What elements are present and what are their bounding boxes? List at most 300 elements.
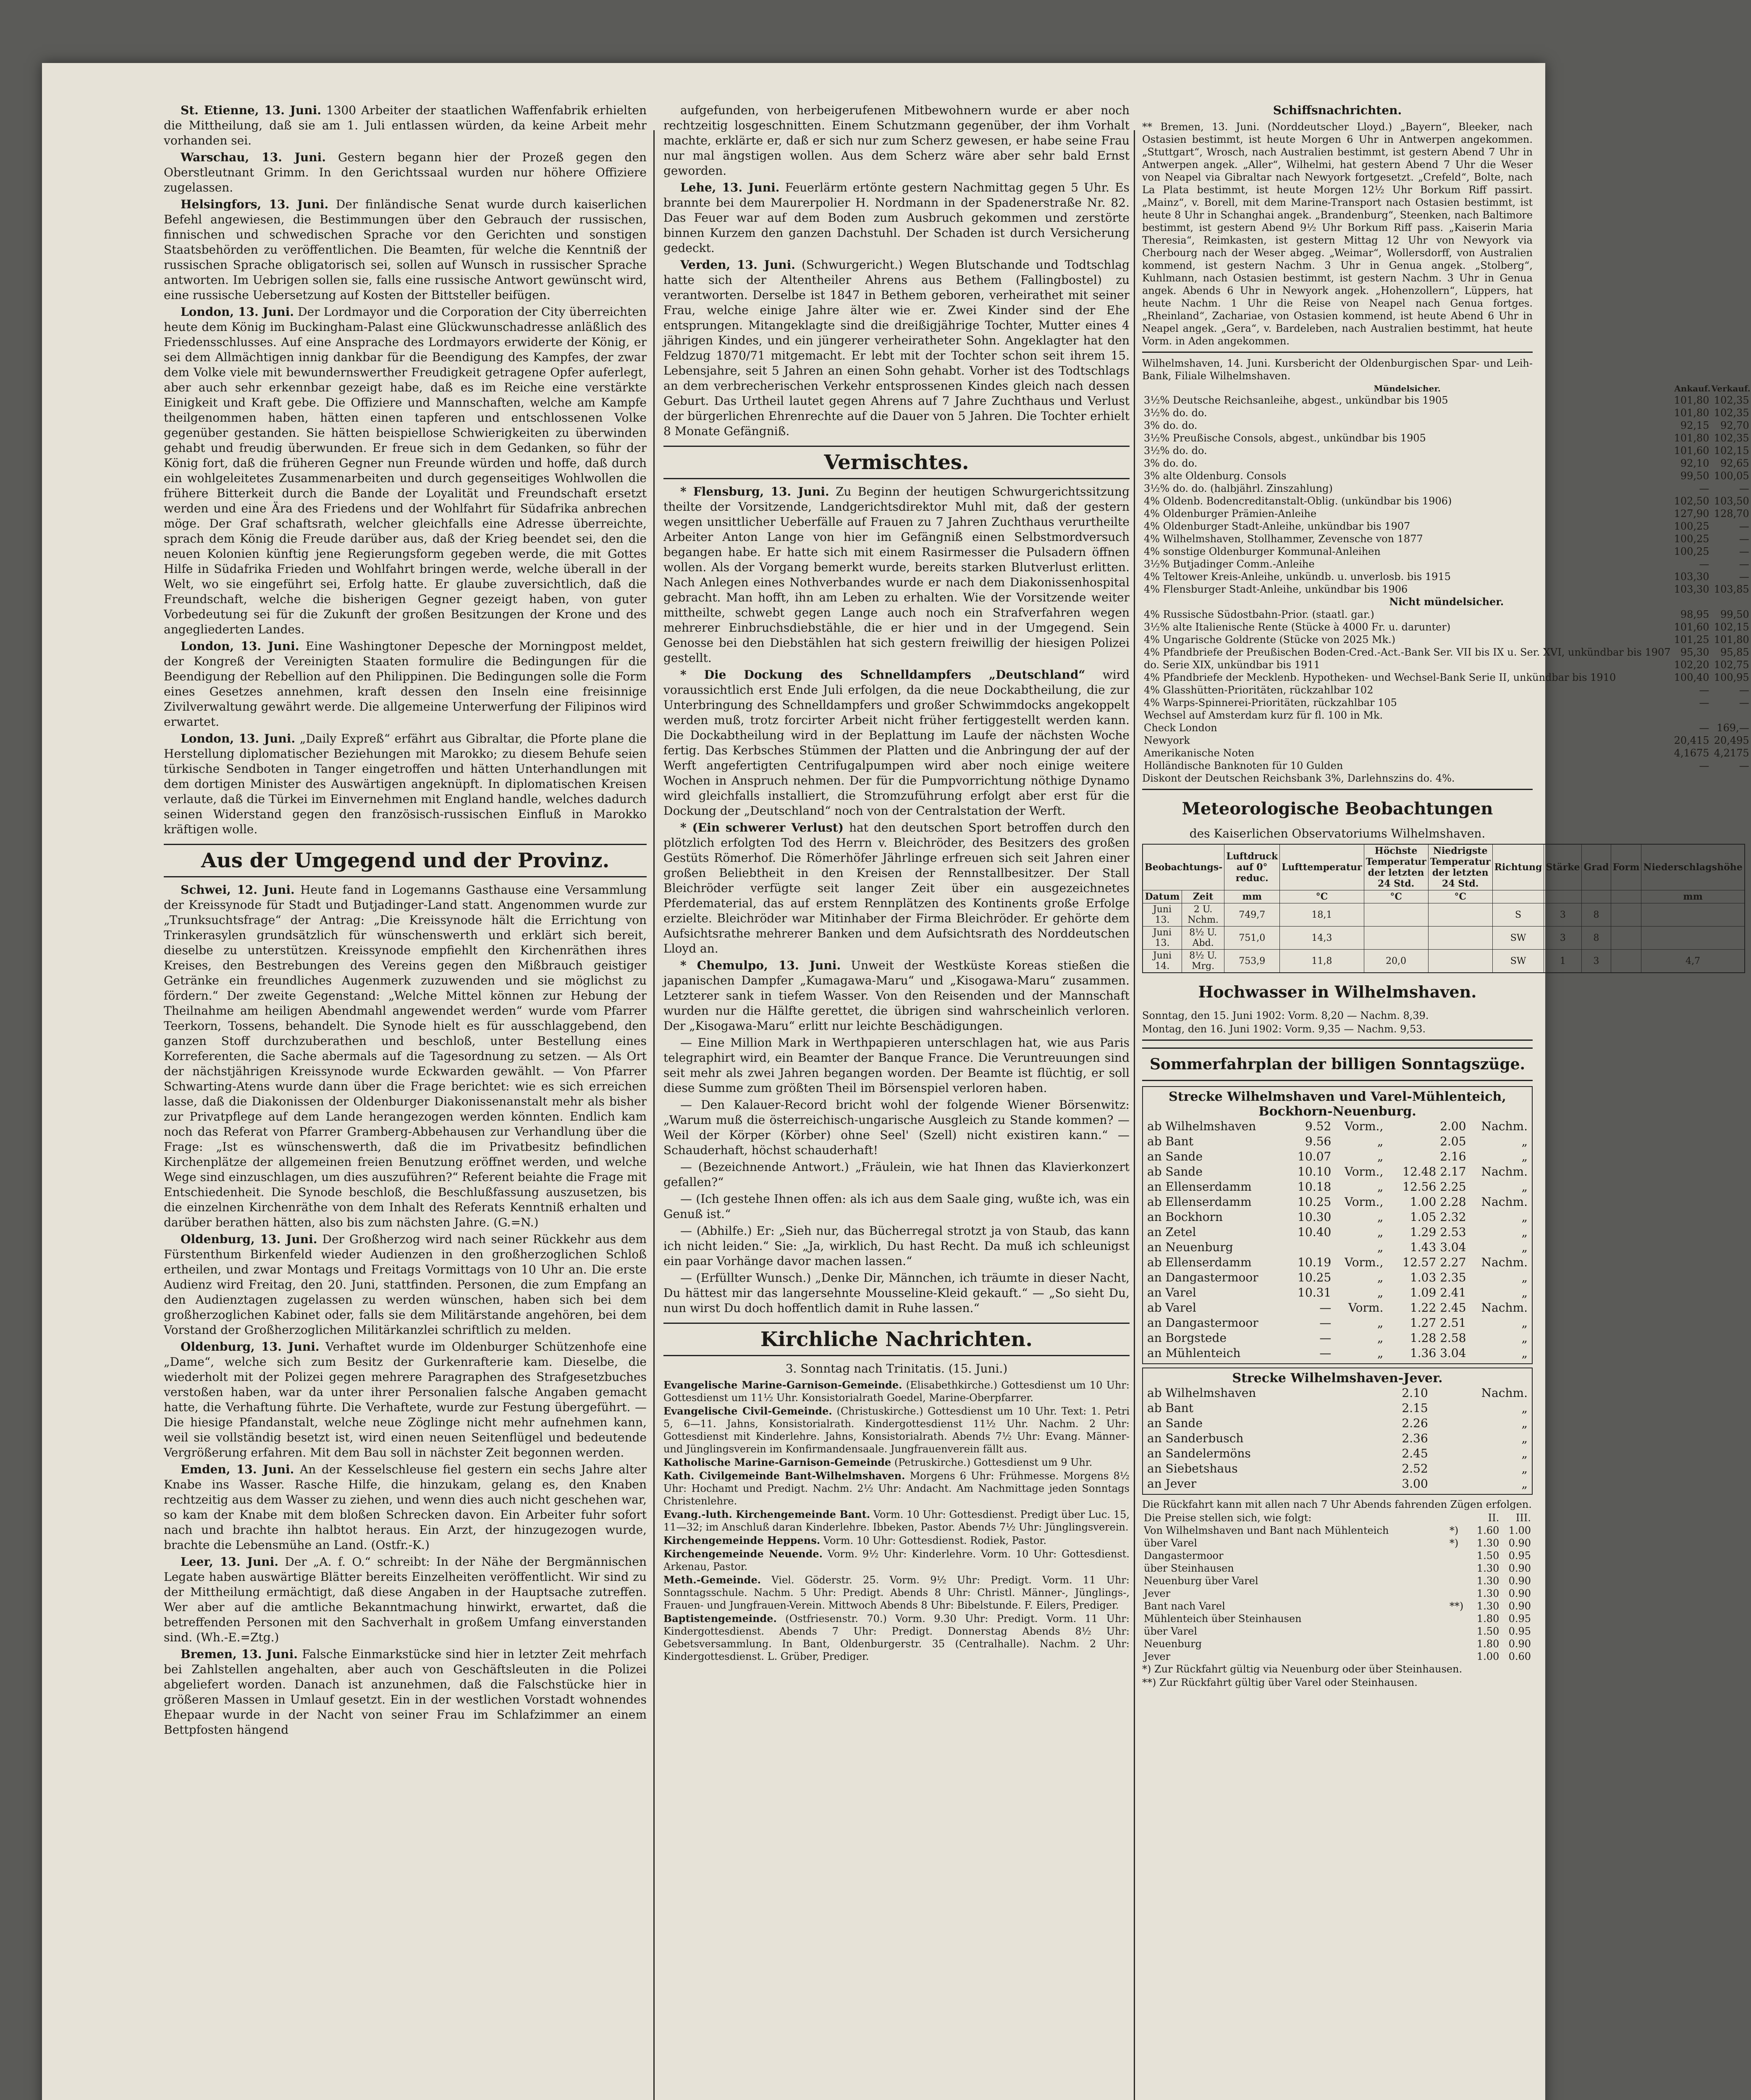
price-cell: über Varel [1144, 1625, 1197, 1637]
meteo-header: Form [1611, 844, 1641, 890]
meteo-header-row [1143, 844, 1745, 890]
schedule-cell: 10.18 [1298, 1180, 1332, 1194]
meteo-cell: 2 U. Nchm. [1182, 903, 1224, 927]
rate-row [1142, 696, 1751, 709]
rate-row [1142, 470, 1751, 482]
rate-ankauf: — [1699, 697, 1709, 709]
rate-row [1142, 520, 1751, 533]
price-cell: 0.90 [1508, 1600, 1531, 1612]
schedule-cell: 3.00 [1402, 1477, 1428, 1491]
meteo-cell [1428, 927, 1492, 950]
meteo-cell [1641, 903, 1745, 927]
meteo-cell: 14,3 [1280, 927, 1364, 950]
schedule-cell: Vorm., [1345, 1255, 1384, 1269]
article-dateline: Warschau, 13. Juni. [181, 150, 326, 164]
rate-ankauf: — [1699, 684, 1709, 696]
article-text: — (Ich gestehe Ihnen offen: als ich aus dem Saale ging, wußte ich, was ein Genuß ist.“ [663, 1192, 1130, 1221]
rate-ankauf: 101,25 [1674, 634, 1709, 646]
article-paragraph [663, 180, 1130, 256]
rate-ankauf: 101,60 [1674, 445, 1709, 457]
schedule-cell: „ [1377, 1150, 1384, 1163]
rate-verkauf: 102,35 [1714, 407, 1749, 419]
rate-row [1142, 457, 1751, 470]
meteo-header: Richtung [1492, 844, 1544, 890]
schedule-row [1145, 1461, 1529, 1476]
price-cell: 0.95 [1508, 1550, 1531, 1562]
rate-ankauf: 101,80 [1674, 394, 1709, 406]
article-dateline: * (Ein schwerer Verlust) [680, 821, 844, 835]
rate-name: 4% sonstige Oldenburger Kommunal-Anleihen [1144, 546, 1381, 557]
rate-ankauf: 100,40 [1674, 672, 1709, 683]
rates-title: Wilhelmshaven, 14. Juni. Kursbericht der Oldenburgischen Spar- und Leih-Bank, Filiale Wilhelmshaven. [1142, 357, 1533, 382]
schedule-cell: — [1319, 1301, 1332, 1315]
meteo-cell: 8 [1582, 903, 1611, 927]
article-text: Verhaftet wurde im Oldenburger Schützenhofe eine „Dame“, welche sich zum Besitz der Gurkenrafterie kam. Dieselbe, die wiederholt mit der Polizei gegen mehrere Paragraphen des Strafgesetzbuches verstoßen haben, war da unter ihrer Personalien falsche Angaben gemacht hatte, die Verhaftung führte. Die Verhaftete, wurde zur Festung übergeführt. — Die hiesige Pfandanstalt, welche neue Zöglinge nicht mehr aufnehmen kann, weil sie vollständig besetzt ist, wird einen neuen Seitenflügel und bedeutende Vergrößerung erfahren. Mit dem Bau soll in nächster Zeit begonnen werden. [164, 1340, 647, 1460]
price-cell [1448, 1612, 1469, 1625]
schedule-cell: 2.16 [1440, 1150, 1466, 1163]
church-name: Evangelische Civil-Gemeinde. [663, 1405, 832, 1417]
meteo-cell [1428, 950, 1492, 973]
tide-title: Hochwasser in Wilhelmshaven. [1198, 982, 1477, 1001]
meteo-unit [1492, 890, 1544, 903]
church-text: (Elisabethkirche.) Gottesdienst um 10 Uhr: Gottesdienst um 11½ Uhr. Konsistorialrath Goedel, Marine-Oberpfarrer. [663, 1379, 1130, 1404]
rate-row [1142, 621, 1751, 633]
rate-name: 3% alte Oldenburg. Consols [1144, 470, 1287, 482]
route-1-box [1142, 1086, 1533, 1364]
schedule-cell: Nachm. [1481, 1386, 1528, 1400]
schedule-row [1145, 1270, 1529, 1285]
schedule-row [1145, 1416, 1529, 1431]
rate-row [1142, 722, 1751, 734]
rate-verkauf: 103,50 [1714, 495, 1749, 507]
schedule-cell: — [1319, 1316, 1332, 1330]
price-row [1142, 1587, 1533, 1600]
schedule-cell: „ [1377, 1270, 1384, 1284]
schedule-cell: „ [1377, 1346, 1384, 1360]
schedule-cell: 12.48 2.17 [1402, 1165, 1466, 1179]
price-cell: 1.30 [1476, 1562, 1499, 1574]
rate-name: 4% Oldenburger Prämien-Anleihe [1144, 508, 1317, 520]
meteo-cell: 3 [1544, 903, 1582, 927]
meteo-cell: 18,1 [1280, 903, 1364, 927]
price-cell: Jever [1144, 1651, 1171, 1662]
church-name: Meth.-Gemeinde. [663, 1574, 761, 1586]
rate-verkauf: 101,80 [1714, 634, 1749, 646]
article-paragraph [164, 1647, 647, 1738]
schedule-row [1145, 1331, 1529, 1346]
rate-verkauf: — [1739, 760, 1749, 772]
article-dateline: London, 13. Juni. [181, 639, 299, 653]
divider [1142, 1040, 1533, 1041]
schedule-cell: 10.07 [1298, 1150, 1332, 1163]
schedule-cell: 1.36 3.04 [1410, 1346, 1466, 1360]
meteo-cell: 751,0 [1224, 927, 1280, 950]
rate-ankauf: 101,80 [1674, 407, 1709, 419]
price-cell: 0.60 [1508, 1651, 1531, 1662]
rate-name: 3½% do. do. [1144, 445, 1207, 457]
schedule-cell: 10.40 [1298, 1225, 1332, 1239]
price-row [1142, 1537, 1533, 1549]
meteo-cell: SW [1492, 927, 1544, 950]
route-1-table [1145, 1119, 1529, 1361]
meteo-cell [1364, 927, 1428, 950]
rate-ankauf: 103,30 [1674, 571, 1709, 583]
schedule-cell: an Bockhorn [1147, 1210, 1223, 1224]
exchange-title: Wechsel auf Amsterdam kurz für fl. 100 in Mk. [1144, 709, 1383, 721]
article-paragraph [663, 667, 1130, 819]
meteo-unit: °C [1364, 890, 1428, 903]
schedule-cell: 1.28 2.58 [1410, 1331, 1466, 1345]
section-heading-vermischtes: Vermischtes. [663, 446, 1130, 479]
route-2-box [1142, 1368, 1533, 1495]
meteo-header: Lufttemperatur [1280, 844, 1364, 890]
meteo-cell: S [1492, 903, 1544, 927]
church-name: Baptistengemeinde. [663, 1612, 777, 1625]
meteo-table [1142, 844, 1745, 973]
article-paragraph [164, 304, 647, 637]
schedule-cell: ab Ellenserdamm [1147, 1195, 1252, 1209]
schedule-cell [1287, 1240, 1333, 1255]
schedule-cell: 1.03 2.35 [1410, 1270, 1466, 1284]
schedule-cell: ab Sande [1147, 1165, 1203, 1179]
schedule-cell: ab Wilhelmshaven [1147, 1119, 1256, 1133]
rate-name: 3½% do. do. (halbjährl. Zinszahlung) [1144, 483, 1333, 494]
price-row [1142, 1625, 1533, 1638]
meteo-cell [1428, 903, 1492, 927]
rate-row [1142, 659, 1751, 671]
meteo-cell: Juni 13. [1143, 927, 1182, 950]
rate-verkauf: 103,85 [1714, 583, 1749, 595]
rate-ankauf: — [1699, 722, 1709, 734]
rate-name: 4% Teltower Kreis-Anleihe, unkündb. u. unverlosb. bis 1915 [1144, 571, 1451, 583]
price-cell: über Steinhausen [1144, 1562, 1234, 1574]
rate-name: 3½% Deutsche Reichsanleihe, abgest., unkündbar bis 1905 [1144, 394, 1448, 406]
schedule-row [1145, 1149, 1529, 1164]
schedule-cell: Nachm. [1481, 1165, 1528, 1179]
schedule-cell: ab Wilhelmshaven [1147, 1386, 1256, 1400]
price-cell: Jever [1144, 1588, 1171, 1599]
rate-ankauf: 102,50 [1674, 495, 1709, 507]
rate-ankauf: 4,1675 [1674, 747, 1709, 759]
rate-verkauf: 102,15 [1714, 621, 1749, 633]
schedule-cell: 12.56 2.25 [1402, 1180, 1466, 1194]
price-cell: 0.90 [1508, 1575, 1531, 1587]
article-paragraph [164, 731, 647, 837]
schedule-row [1145, 1346, 1529, 1361]
price-cell [1448, 1625, 1469, 1638]
meteo-unit: °C [1428, 890, 1492, 903]
article-dateline: Lehe, 13. Juni. [680, 181, 780, 194]
discount-note: Diskont der Deutschen Reichsbank 3%, Darlehnszins do. 4%. [1142, 772, 1455, 784]
schedule-cell: 10.19 [1298, 1255, 1332, 1269]
price-row [1142, 1650, 1533, 1663]
price-cell: 1.00 [1476, 1651, 1499, 1662]
schedule-row [1145, 1446, 1529, 1461]
article-text: „Daily Expreß“ erfährt aus Gibraltar, die Pforte plane die Herstellung diplomatischer Beziehungen mit Marokko; zu diesem Behufe seien türkische Sendboten in Tanger eingetroffen und hätten Unterhandlungen mit dem dortigen Minister des Auswärtigen angeknüpft. In diplomatischen Kreisen verlaute, daß die Türkei im Einvernehmen mit England handle, welches dadurch seinen Widerstand gegen den französisch-russischen Einfluß in Marokko kräftigen wolle. [164, 732, 647, 836]
schedule-cell: Vorm., [1345, 1165, 1384, 1179]
rate-name: 4% Warps-Spinnerei-Prioritäten, rückzahlbar 105 [1144, 697, 1397, 709]
article-dateline: * Flensburg, 13. Juni. [680, 485, 829, 499]
price-row [1142, 1524, 1533, 1537]
article-paragraph [164, 1554, 647, 1645]
schedule-cell: „ [1377, 1240, 1384, 1254]
rate-ankauf: 101,60 [1674, 621, 1709, 633]
rate-name: 4% Flensburger Stadt-Anleihe, unkündbar bis 1906 [1144, 583, 1408, 595]
article-paragraph [663, 1192, 1130, 1222]
article-text: An der Kesselschleuse fiel gestern ein sechs Jahre alter Knabe ins Wasser. Rasche Hilfe, die hinzukam, gelang es, den Knaben rechtzeitig aus dem Wasser zu ziehen, und wenn dies auch nicht geschehen war, so kam der Knabe mit dem bloßen Schrecken davon. Ein Arbeiter fuhr sofort nach und brachte ihn halbtot heraus. Ein Arzt, der hinzugezogen wurde, brachte die Lebensmühe an Land. (Ostfr.-K.) [164, 1462, 647, 1552]
article-text: Der finländische Senat wurde durch kaiserlichen Befehl angewiesen, die Bestimmungen über den Gebrauch der russischen, finnischen und schwedischen Sprache vor den Gerichten und sonstigen Staatsbehörden zu veröffentlichen. Die Beamten, für welche die Kenntniß der russischen Sprache obligatorisch sei, sollen auf Wunsch in russischer Sprache antworten. Im Uebrigen sollen sie, falls eine russische Antwort gewünscht wird, eine russische Uebersetzung auf Kosten der Bittsteller beifügen. [164, 197, 647, 302]
schedule-cell: 2.52 [1402, 1462, 1428, 1475]
rate-row [1142, 759, 1751, 772]
price-cell: Bant nach Varel [1144, 1600, 1225, 1612]
ship-news-title: Schiffsnachrichten. [1273, 103, 1402, 117]
schedule-cell: „ [1521, 1240, 1528, 1254]
schedule-cell: 1.29 2.53 [1410, 1225, 1466, 1239]
meteo-header: Luftdruck auf 0° reduc. [1224, 844, 1280, 890]
schedule-row [1145, 1134, 1529, 1149]
article-dateline: London, 13. Juni. [181, 305, 294, 319]
rate-name: Newyork [1144, 735, 1190, 746]
article-dateline: * Die Dockung des Schnelldampfers „Deutschland“ [680, 668, 1085, 682]
tide-line: Montag, den 16. Juni 1902: Vorm. 9,35 — Nachm. 9,53. [1142, 1023, 1426, 1035]
schedule-cell: an Mühlenteich [1147, 1346, 1241, 1360]
meteo-header: Grad [1582, 844, 1611, 890]
rate-name: Amerikanische Noten [1144, 747, 1255, 759]
rate-row [1142, 671, 1751, 684]
church-entry [663, 1534, 1130, 1547]
price-cell [1448, 1638, 1469, 1650]
rate-verkauf: 4,2175 [1714, 747, 1749, 759]
schedule-cell: ab Ellenserdamm [1147, 1255, 1252, 1269]
price-row [1142, 1575, 1533, 1587]
schedule-cell: „ [1377, 1331, 1384, 1345]
rate-verkauf: 92,65 [1720, 457, 1749, 469]
church-entry [663, 1508, 1130, 1533]
meteo-unit: mm [1641, 890, 1745, 903]
schedule-cell: 2.26 [1402, 1416, 1428, 1430]
price-row [1142, 1549, 1533, 1562]
article-paragraph [663, 1097, 1130, 1158]
price-cell: 0.90 [1508, 1562, 1531, 1574]
article-paragraph [164, 103, 647, 148]
schedule-cell: Vorm., [1345, 1119, 1384, 1133]
article-paragraph [663, 103, 1130, 178]
rate-name: 4% Oldenburger Stadt-Anleihe, unkündbar bis 1907 [1144, 520, 1410, 532]
rate-ankauf: 95,30 [1680, 646, 1709, 658]
schedule-cell: „ [1377, 1180, 1384, 1194]
church-text: Vorm. 10 Uhr: Gottesdienst. Predigt über Luc. 15, 11—32; im Anschluß daran Kinderlehre. Ibbeken, Pastor. Abends 7½ Uhr: Jünglingsverein. [663, 1509, 1130, 1533]
schedule-cell: 1.22 2.45 [1410, 1301, 1466, 1315]
schedule-row [1145, 1240, 1529, 1255]
rate-row [1142, 444, 1751, 457]
church-text: Viel. Göderstr. 25. Vorm. 9½ Uhr: Predigt. Vorm. 11 Uhr: Sonntagsschule. Nachm. 5 Uhr: Predigt. Abends 8 Uhr: Christl. Männer-, Jünglings-, Frauen- und Jungfrauen-Verein. Mittwoch Abends 8 Uhr: Bibelstunde. F. Eilers, Prediger. [663, 1574, 1130, 1611]
price-cell: *) [1449, 1537, 1459, 1549]
column-1 [164, 103, 647, 2100]
rates-table [1142, 383, 1751, 772]
rate-name: do. Serie XIX, unkündbar bis 1911 [1144, 659, 1320, 671]
rate-ankauf: 92,15 [1680, 420, 1709, 431]
rate-ankauf: 100,25 [1674, 520, 1709, 532]
schedule-cell: ab Bant [1147, 1401, 1194, 1415]
schedule-cell: „ [1521, 1150, 1528, 1163]
article-text: Der Großherzog wird nach seiner Rückkehr aus dem Fürstenthum Birkenfeld wieder Audienzen in den großherzoglichen Schloß ertheilen, und zwar Montags und Freitags Vormittags von 10 Uhr an. Die erste Audienz wird Freitag, den 20. Juni, stattfinden. Personen, die zum Empfang an den Audienztagen zugelassen zu werden wünschen, haben sich bei dem großherzoglichen Kabinet oder, falls sie dem Militärstande angehören, bei dem Vorstand der Großherzoglichen Militärkanzlei schriftlich zu melden. [164, 1232, 647, 1337]
schedule-cell: „ [1521, 1270, 1528, 1284]
schedule-cell: „ [1377, 1225, 1384, 1239]
schedule-row [1145, 1179, 1529, 1194]
article-text: (Schwurgericht.) Wegen Blutschande und Todtschlag hatte sich der Altentheiler Ahrens aus Bethem (Fallingbostel) zu verantworten. Derselbe ist 1847 in Bethem geboren, verheirathet mit seiner Frau, welche einige Jahre älter wie er. Zwei Kinder sind der Ehe entsprungen. Mitangeklagte sind die dreißigjährige Tochter, Mutter eines 4 jährigen Kindes, und ein jüngerer verheiratheter Sohn. Angeklagter hat den Feldzug 1870/71 mitgemacht. Er lebt mit der Tochter schon seit ihrem 15. Lebensjahre, seit 5 Jahren an einen Sohn gehabt. Vorher ist des Todtschlags an dem verbrecherischen Verkehr entsprossenen Kindes gleich nach dessen Geburt. Das Urtheil lautet gegen Ahrens auf 7 Jahre Zuchthaus und Verlust der bürgerlichen Ehrenrechte auf die Dauer von 5 Jahren. Die Tochter erhielt 8 Monate Gefängniß. [663, 258, 1130, 438]
meteo-header: Höchste Temperatur der letzten 24 Std. [1364, 844, 1428, 890]
meteo-cell: 3 [1544, 927, 1582, 950]
rate-row [1142, 507, 1751, 520]
schedule-cell: 9.56 [1305, 1134, 1332, 1148]
rate-row [1142, 432, 1751, 444]
rate-row [1142, 407, 1751, 419]
schedule-cell: an Sande [1147, 1416, 1203, 1430]
schedule-cell: 2.45 [1402, 1446, 1428, 1460]
price-cell: 0.95 [1508, 1613, 1531, 1625]
price-cell: Neuenburg über Varel [1144, 1575, 1258, 1587]
rate-name: 3½% Butjadinger Comm.-Anleihe [1144, 558, 1315, 570]
schedule-cell: 12.57 2.27 [1402, 1255, 1466, 1269]
article-text: Falsche Einmarkstücke sind hier in letzter Zeit mehrfach bei Zahlstellen angehalten, aber auch von Geschäftsleuten in die Polizei abgeliefert worden. Danach ist anzunehmen, daß die Falschstücke hier in größeren Massen in Umlauf gesetzt. Ein in der westlichen Vorstadt wohnendes Ehepaar wurde in der Nacht von seiner Frau im Schlafzimmer an einem Bettpfosten hängend [164, 1647, 647, 1737]
rate-ankauf: 99,50 [1680, 470, 1709, 482]
article-text: Unweit der Westküste Koreas stießen die japanischen Dampfer „Kumagawa-Maru“ und „Kisogawa-Maru“ zusammen. Letzterer sank in tiefem Wasser. Von den Reisenden und der Mannschaft wurden nur die Hälfte gerettet, die übrigen sind wahrscheinlich verloren. Der „Kisogawa-Maru“ erlitt nur leichte Beschädigungen. [663, 958, 1130, 1033]
rate-verkauf: 102,15 [1714, 445, 1749, 457]
article-paragraph [663, 958, 1130, 1034]
rate-row [1142, 608, 1751, 621]
rate-ankauf: 100,25 [1674, 546, 1709, 557]
rate-ankauf: 98,95 [1680, 609, 1709, 620]
rate-verkauf: 100,05 [1714, 470, 1749, 482]
meteo-header: Stärke [1544, 844, 1582, 890]
price-cell: Neuenburg [1144, 1638, 1202, 1650]
schedule-cell: 2.05 [1440, 1134, 1466, 1148]
schedule-cell: 1.09 2.41 [1410, 1286, 1466, 1299]
rate-verkauf: — [1739, 546, 1749, 557]
church-name: Evang.-luth. Kirchengemeinde Bant. [663, 1508, 870, 1520]
article-dateline: Verden, 13. Juni. [680, 258, 796, 272]
church-subtitle: 3. Sonntag nach Trinitatis. (15. Juni.) [785, 1362, 1008, 1376]
article-text: Heute fand in Logemanns Gasthause eine Versammlung der Kreissynode für Stadt und Butjadinger-Land statt. Angenommen wurde zur „Trunksuchtsfrage“ der Antrag: „Die Kreissynode hält die Errichtung von Trinkerasylen grundsätzlich für wünschenswerth und erklärt sich bereit, dieselbe zu unterstützen. Kreissynode empfiehlt den Kirchenräthen ihres Kreises, den Bestrebungen des Vereins gegen den Mißbrauch geistiger Getränke ein freundliches Augenmerk zuzuwenden und sie möglichst zu fördern.“ Der zweite Gegenstand: „Welche Mittel können zur Hebung der Theilnahme am heiligen Abendmahl angewendet werden“ wurde vom Pfarrer Teerkorn, Tossens, behandelt. Die Synode hielt es für ausschlaggebend, den ganzen Stoff durchzuberathen und beschloß, unter Bestellung eines Korreferenten, die Sache abermals auf die Tagesordnung zu setzen. — Als Ort der nächstjährigen Kreissynode wurde Eckwarden gewählt. — Von Pfarrer Schwarting-Atens wurde dann über die Frage berichtet: wie es sich erreichen lasse, daß die Diakonissen der Oldenburger Diakonissenanstalt mehr als bisher zur Privatpflege auf dem Lande herangezogen werden könnten. Endlich kam noch das Referat von Pfarrer Gramberg-Abbehausen zur Verhandlung über die Frage: „Ist es wünschenswerth, daß die im Privatbesitz befindlichen Kirchenplätze der allgemeinen freien Benutzung eröffnet werden, und welche Wege sind einzuschlagen, um dies auszuführen?“ Referent beiahte die Frage mit Entschiedenheit. Die Synode beschloß, die Beschlußfassung auszusetzen, bis die einzelnen Kirchenräthe von dem Inhalt des Referats Kenntniß erhalten und darüber berathen hätten, also bis zum nächsten Jahre. (G.=N.) [164, 883, 647, 1229]
rates-subtitle: Mündelsicher. [1374, 383, 1441, 394]
price-cell: Dangastermoor [1144, 1550, 1224, 1562]
price-cell: 1.50 [1476, 1625, 1499, 1637]
schedule-row [1145, 1164, 1529, 1179]
article-text: Eine Washingtoner Depesche der Morningpost meldet, der Kongreß der Vereinigten Staaten formulire die Bedingungen für die Beendigung der Rebellion auf den Philippinen. Die Bedingungen solle die Form eines Gesetzes annehmen, kraft dessen den Inseln eine freisinnige Zivilverwaltung gewährt werde. Die allgemeine Unterwerfung der Filipinos wird erwartet. [164, 639, 647, 729]
rate-name: 3% do. do. [1144, 457, 1198, 469]
schedule-cell: 10.30 [1298, 1210, 1332, 1224]
schedule-cell: „ [1521, 1286, 1528, 1299]
schedule-cell: „ [1377, 1210, 1384, 1224]
schedule-cell: „ [1377, 1134, 1384, 1148]
column-rule [1134, 130, 1135, 2100]
schedule-cell: Nachm. [1481, 1119, 1528, 1133]
meteo-cell [1641, 927, 1745, 950]
rate-verkauf: — [1739, 520, 1749, 532]
column-rule [653, 130, 655, 2100]
rate-name: 4% Oldenb. Bodencreditanstalt-Oblig. (unkündbar bis 1906) [1144, 495, 1452, 507]
article-dateline: * Chemulpo, 13. Juni. [680, 958, 841, 972]
rate-verkauf: 102,35 [1714, 432, 1749, 444]
meteo-cell: 749,7 [1224, 903, 1280, 927]
schedule-cell: „ [1521, 1346, 1528, 1360]
schedule-row [1145, 1225, 1529, 1240]
rate-verkauf: — [1739, 483, 1749, 494]
meteo-unit: °C [1280, 890, 1364, 903]
price-cell: 1.30 [1476, 1575, 1499, 1587]
section-heading-provinz: Aus der Umgegend und der Provinz. [164, 844, 647, 877]
divider [1142, 352, 1533, 353]
schedule-cell: 10.25 [1298, 1270, 1332, 1284]
rate-name: 3½% alte Italienische Rente (Stücke à 4000 Fr. u. darunter) [1144, 621, 1451, 633]
article-paragraph [164, 1339, 647, 1460]
price-note: *) Zur Rückfahrt gültig via Neuenburg oder über Steinhausen. [1142, 1663, 1463, 1675]
prices-col-iii: III. [1515, 1512, 1531, 1524]
meteo-row [1143, 950, 1745, 973]
schedule-row [1145, 1194, 1529, 1210]
price-row [1142, 1600, 1533, 1612]
article-text: aufgefunden, von herbeigerufenen Mitbewohnern wurde er aber noch rechtzeitig losgeschnitten. Einem Schutzmann gegenüber, der ihm Vorhalt machte, erklärte er, daß er sich nur zum Scherz gewesen, er habe seine Frau nur mal ängstigen wollen. Aus dem Scherz wäre aber sehr bald Ernst geworden. [663, 103, 1130, 178]
church-name: Kirchengemeinde Neuende. [663, 1548, 823, 1560]
article-paragraph [164, 197, 647, 303]
church-entry [663, 1405, 1130, 1455]
article-text: Zu Beginn der heutigen Schwurgerichtssitzung theilte der Vorsitzende, Landgerichtsdirektor Muhl mit, daß der gestern wegen unsittlicher Ueberfälle auf Frauen zu 7 Jahren Zuchthaus verurtheilte Arbeiter Anton Lange von hier im Gefängniß einen Selbstmordversuch begangen habe. Er hatte sich mit einem Rasirmesser die Pulsadern öffnen wollen. Als der Vorgang bemerkt wurde, bereits starken Blutverlust erlitten. Nach Anlegen eines Nothverbandes wurde er nach dem Diakonissenhospital gebracht. Man hofft, ihn am Leben zu erhalten. Wie der Vorsitzende weiter mittheilte, schwebt gegen Lange auch noch ein Strafverfahren wegen mehrerer Einbruchsdiebstähle, die er hier und in der Umgegend. Sein Genosse bei den Diebstählen hat sich gestern freiwillig der hiesigen Polizei gestellt. [663, 485, 1130, 665]
meteo-header: Beobachtungs- [1143, 844, 1224, 890]
schedule-row [1145, 1255, 1529, 1270]
price-cell: Mühlenteich über Steinhausen [1144, 1613, 1302, 1625]
price-cell: 1.00 [1508, 1525, 1531, 1536]
schedule-cell: „ [1521, 1477, 1528, 1491]
article-text: Der „A. f. O.“ schreibt: In der Nähe der Bergmännischen Legate haben auswärtige Blätter bereits Einzelheiten veröffentlicht. Wir sind zu der Mittheilung ermächtigt, daß diese Angaben in der Hauptsache zutreffen. Wer aber auf die amtliche Bekanntmachung hinwirkt, erwartet, daß die betreffenden Personen mit den Sachverhalt in großem Umfang einverstanden sind. (Wh.-E.=Ztg.) [164, 1555, 647, 1644]
church-text: Vorm. 10 Uhr: Gottesdienst. Rodiek, Pastor. [823, 1535, 1047, 1546]
schedule-cell: „ [1521, 1180, 1528, 1194]
rate-row [1142, 495, 1751, 507]
rate-ankauf: — [1699, 760, 1709, 772]
church-entry [663, 1548, 1130, 1573]
price-cell: 0.90 [1508, 1588, 1531, 1599]
article-paragraph [164, 639, 647, 730]
article-dateline: Helsingfors, 13. Juni. [181, 197, 329, 211]
article-paragraph [663, 484, 1130, 666]
rate-row [1142, 633, 1751, 646]
schedule-cell: an Ellenserdamm [1147, 1180, 1252, 1194]
meteo-header: Niedrigste Temperatur der letzten 24 Std. [1428, 844, 1492, 890]
rate-verkauf: 102,35 [1714, 394, 1749, 406]
schedule-cell: 1.43 3.04 [1410, 1240, 1466, 1254]
meteo-subtitle: des Kaiserlichen Observatoriums Wilhelmshaven. [1189, 827, 1486, 840]
schedule-cell: „ [1521, 1134, 1528, 1148]
price-cell: 1.30 [1476, 1588, 1499, 1599]
route-1-title: Strecke Wilhelmshaven und Varel-Mühlenteich, Bockhorn-Neuenburg. [1169, 1089, 1506, 1119]
section-heading-kirchliche: Kirchliche Nachrichten. [663, 1323, 1130, 1356]
article-paragraph [663, 1270, 1130, 1316]
rate-verkauf: 95,85 [1720, 646, 1749, 658]
schedule-cell: 10.31 [1298, 1286, 1332, 1299]
price-cell: 1.30 [1476, 1537, 1499, 1549]
price-cell: 1.60 [1476, 1525, 1499, 1536]
price-cell: 1.50 [1476, 1550, 1499, 1562]
article-text: — Den Kalauer-Record bricht wohl der folgende Wiener Börsenwitz: „Warum muß die österreichisch-ungarische Ausgleich zu Stande kommen? — Weil der Körper (Körber) ohne Seel' (Szell) nicht existiren kann.“ — Schauderhaft, höchst schauderhaft! [663, 1098, 1130, 1157]
schedule-cell: „ [1521, 1462, 1528, 1475]
meteo-cell [1611, 903, 1641, 927]
article-text: wird voraussichtlich erst Ende Juli erfolgen, da die neue Dockabtheilung, die zur Unterbringung des Schnelldampfers und großer Schwimmdocks angekoppelt werden muß, trotz forcirter Arbeit nicht früher fertiggestellt werden kann. Die Dockabtheilung wird in der Beplattung im Laufe der nächsten Woche fertig. Das Kerbsches Stümmen der Platten und die Anbringung der auf der Werft angefertigten Centrifugalpumpen wird aber noch einige weitere Wochen in Anspruch nehmen. Der für die Pumpvorrichtung nöthige Dynamo wird gleichfalls installiert, die Stromzuführung erfolgt aber erst für die Dockung der „Deutschland“ noch von der Centralstation der Werft. [663, 668, 1130, 818]
rate-row [1142, 734, 1751, 747]
schedule-cell: 1.00 2.28 [1410, 1195, 1466, 1209]
price-row [1142, 1562, 1533, 1575]
rate-name: Check London [1144, 722, 1217, 734]
schedule-cell: „ [1521, 1316, 1528, 1330]
schedule-cell: Nachm. [1481, 1195, 1528, 1209]
